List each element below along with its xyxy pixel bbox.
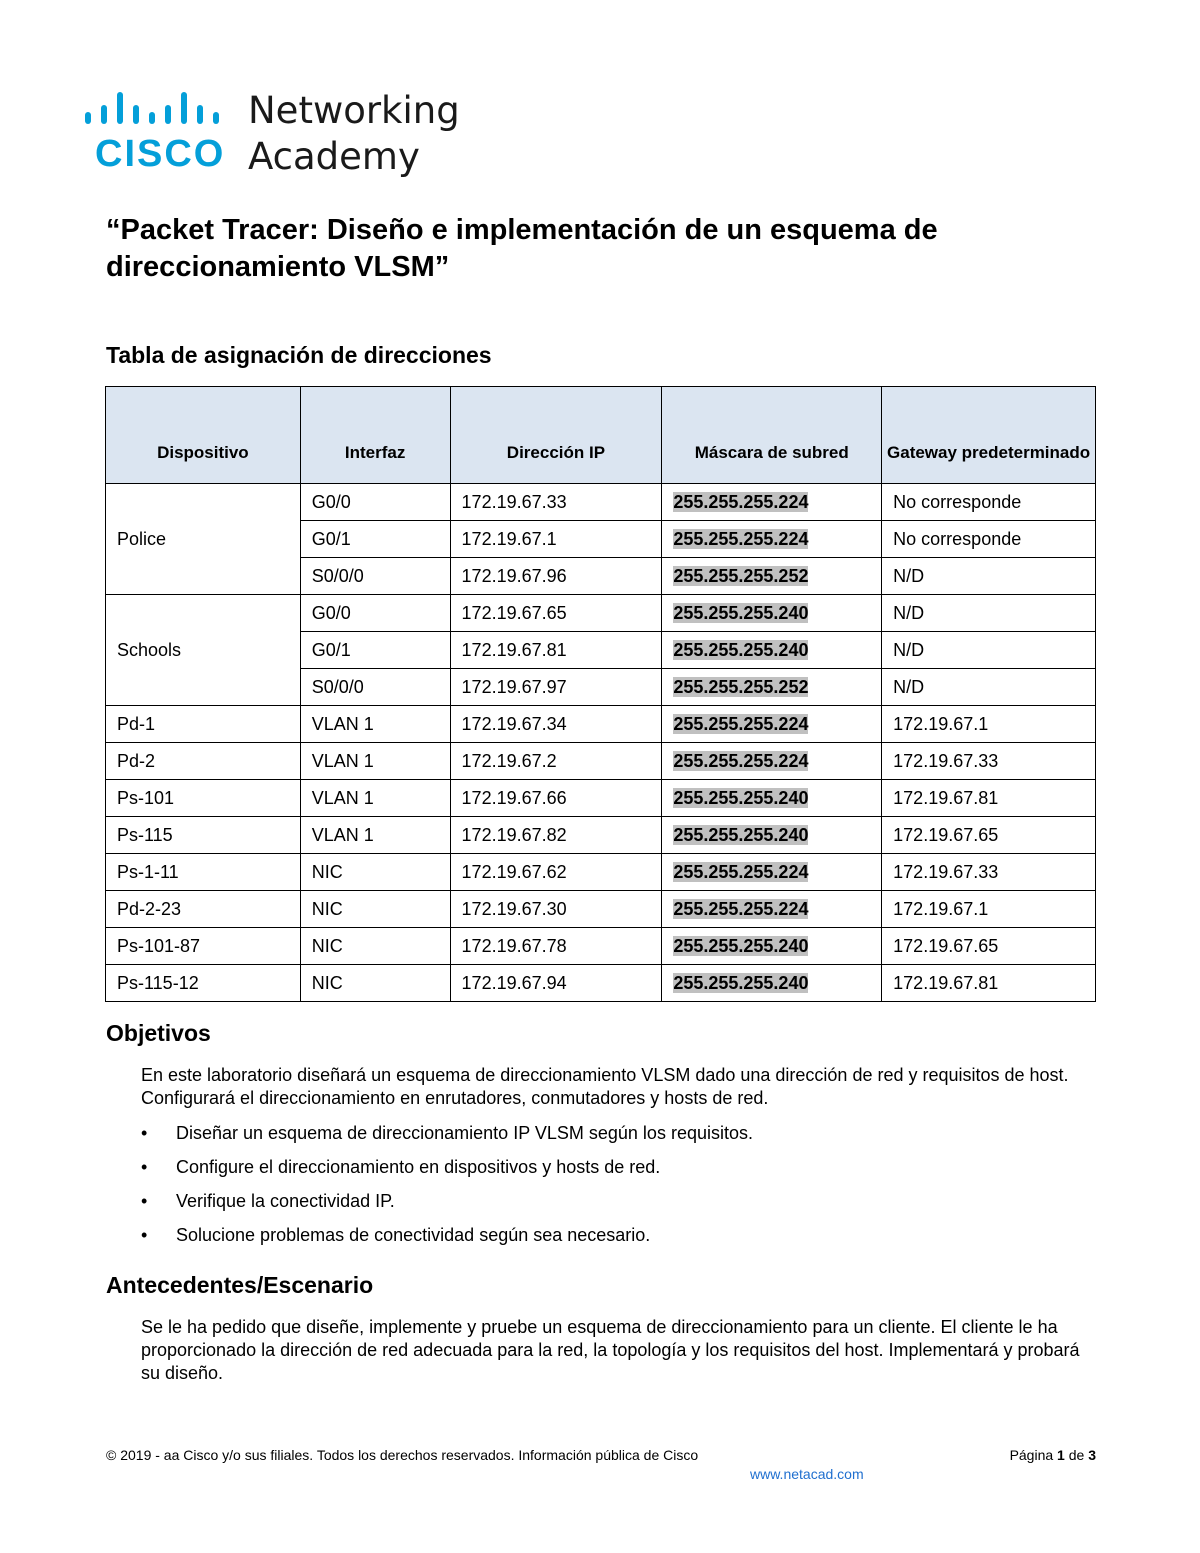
cell-mask [662, 484, 882, 521]
cisco-wordmark: CISCO [95, 133, 226, 175]
cell-ip: 172.19.67.66 [450, 780, 662, 817]
objectives-heading: Objetivos [106, 1020, 211, 1046]
cell-gateway: 172.19.67.1 [882, 706, 1096, 743]
cell-ip: 172.19.67.96 [450, 558, 662, 595]
cell-interface: S0/0/0 [300, 558, 450, 595]
cell-mask [662, 521, 882, 558]
cell-ip: 172.19.67.81 [450, 632, 662, 669]
table-row [106, 706, 1096, 743]
cell-gateway: 172.19.67.81 [882, 965, 1096, 1002]
mask-value-highlight: 255.255.255.240 [673, 639, 809, 660]
cell-gateway: N/D [882, 669, 1096, 706]
mask-value-highlight: 255.255.255.252 [673, 565, 809, 586]
cell-gateway: 172.19.67.65 [882, 928, 1096, 965]
cell-device: Ps-101 [106, 780, 301, 817]
mask-value-highlight: 255.255.255.240 [673, 787, 809, 808]
cell-mask [662, 965, 882, 1002]
table-row [106, 484, 1096, 521]
table-row [106, 780, 1096, 817]
mask-value-highlight: 255.255.255.240 [673, 972, 809, 993]
background-heading: Antecedentes/Escenario [106, 1272, 374, 1298]
objectives-intro: En este laboratorio diseñará un esquema de direccionamiento VLSM dado una dirección de red y requisitos de host. Configurará el direccionamiento en enrutadores, conmutadores y hosts de red. [141, 1065, 1069, 1108]
cell-gateway: 172.19.67.33 [882, 854, 1096, 891]
cell-interface: G0/0 [300, 484, 450, 521]
mask-value-highlight: 255.255.255.224 [673, 861, 809, 882]
cell-interface: NIC [300, 928, 450, 965]
cell-mask [662, 632, 882, 669]
cell-ip: 172.19.67.94 [450, 965, 662, 1002]
logo-text [248, 88, 460, 180]
cell-interface: S0/0/0 [300, 669, 450, 706]
cell-device: Ps-1-11 [106, 854, 301, 891]
page-footer [106, 1447, 1096, 1482]
cell-device: Pd-2 [106, 743, 301, 780]
cell-gateway: 172.19.67.33 [882, 743, 1096, 780]
cell-device: Schools [106, 595, 301, 706]
mask-value-highlight: 255.255.255.240 [673, 824, 809, 845]
cell-mask [662, 706, 882, 743]
cell-interface: NIC [300, 965, 450, 1002]
page-of: de [1068, 1447, 1085, 1463]
cell-interface: G0/1 [300, 632, 450, 669]
cell-device: Ps-115-12 [106, 965, 301, 1002]
cell-device: Ps-101-87 [106, 928, 301, 965]
cell-mask [662, 595, 882, 632]
page-total: 3 [1088, 1447, 1096, 1463]
cell-interface: VLAN 1 [300, 706, 450, 743]
cell-interface: VLAN 1 [300, 743, 450, 780]
header-mask: Máscara de subred [662, 387, 882, 484]
cell-interface: G0/0 [300, 595, 450, 632]
cell-interface: G0/1 [300, 521, 450, 558]
mask-value-highlight: 255.255.255.224 [673, 898, 809, 919]
cell-gateway: N/D [882, 632, 1096, 669]
cell-ip: 172.19.67.2 [450, 743, 662, 780]
cell-mask [662, 669, 882, 706]
table-row [106, 595, 1096, 632]
list-item: • Diseñar un esquema de direccionamiento IP VLSM según los requisitos. [141, 1122, 753, 1156]
cell-gateway: No corresponde [882, 484, 1096, 521]
mask-value-highlight: 255.255.255.224 [673, 750, 809, 771]
cell-ip: 172.19.67.30 [450, 891, 662, 928]
cell-gateway: 172.19.67.81 [882, 780, 1096, 817]
cell-interface: NIC [300, 854, 450, 891]
header-ip: Dirección IP [450, 387, 662, 484]
footer-copyright: © 2019 - aa Cisco y/o sus filiales. Todos los derechos reservados. Información pública de Cisco [106, 1447, 699, 1463]
background-text: Se le ha pedido que diseñe, implemente y pruebe un esquema de direccionamiento para un cliente. El cliente le ha proporcionado la dirección de red adecuada para la red, la topología y los requisitos del host. Implementará y probará su diseño. [141, 1317, 1080, 1383]
cell-ip: 172.19.67.65 [450, 595, 662, 632]
cell-gateway: No corresponde [882, 521, 1096, 558]
table-row [106, 891, 1096, 928]
logo-line-academy: Academy [248, 135, 420, 178]
table-row [106, 854, 1096, 891]
cell-device: Pd-2-23 [106, 891, 301, 928]
table-row [106, 965, 1096, 1002]
list-item: • Configure el direccionamiento en dispositivos y hosts de red. [141, 1156, 753, 1190]
objectives-list [141, 1122, 753, 1258]
list-item: • Verifique la conectividad IP. [141, 1190, 753, 1224]
cell-interface: VLAN 1 [300, 780, 450, 817]
cell-ip: 172.19.67.82 [450, 817, 662, 854]
header-interface: Interfaz [300, 387, 450, 484]
mask-value-highlight: 255.255.255.240 [673, 602, 809, 623]
mask-value-highlight: 255.255.255.240 [673, 935, 809, 956]
table-header-row [106, 387, 1096, 484]
cell-gateway: N/D [882, 558, 1096, 595]
cell-gateway: 172.19.67.1 [882, 891, 1096, 928]
cell-gateway: N/D [882, 595, 1096, 632]
cell-ip: 172.19.67.97 [450, 669, 662, 706]
cell-device: Police [106, 484, 301, 595]
mask-value-highlight: 255.255.255.224 [673, 491, 809, 512]
mask-value-highlight: 255.255.255.224 [673, 528, 809, 549]
table-row [106, 817, 1096, 854]
cell-ip: 172.19.67.1 [450, 521, 662, 558]
cell-mask [662, 743, 882, 780]
cell-mask [662, 854, 882, 891]
list-item: • Solucione problemas de conectividad según sea necesario. [141, 1224, 753, 1258]
cell-ip: 172.19.67.62 [450, 854, 662, 891]
document-title: “Packet Tracer: Diseño e implementación de un esquema de direccionamiento VLSM” [106, 214, 938, 283]
header-device: Dispositivo [106, 387, 301, 484]
cell-ip: 172.19.67.33 [450, 484, 662, 521]
cell-mask [662, 558, 882, 595]
cell-ip: 172.19.67.34 [450, 706, 662, 743]
cell-ip: 172.19.67.78 [450, 928, 662, 965]
cell-interface: NIC [300, 891, 450, 928]
cell-mask [662, 780, 882, 817]
cell-mask [662, 817, 882, 854]
table-heading: Tabla de asignación de direcciones [106, 342, 492, 368]
mask-value-highlight: 255.255.255.252 [673, 676, 809, 697]
cell-device: Pd-1 [106, 706, 301, 743]
cell-device: Ps-115 [106, 817, 301, 854]
mask-value-highlight: 255.255.255.224 [673, 713, 809, 734]
addressing-table [105, 386, 1096, 1002]
header-gateway: Gateway predeterminado [882, 387, 1096, 484]
cell-gateway: 172.19.67.65 [882, 817, 1096, 854]
cell-mask [662, 891, 882, 928]
netacad-link[interactable]: www.netacad.com [750, 1466, 864, 1482]
cisco-bridge-icon [85, 88, 235, 180]
page-current: 1 [1057, 1447, 1065, 1463]
cell-interface: VLAN 1 [300, 817, 450, 854]
page-label: Página [1009, 1447, 1054, 1463]
page-number [1010, 1447, 1096, 1463]
cisco-networking-academy-logo [85, 88, 485, 180]
table-row [106, 743, 1096, 780]
cell-mask [662, 928, 882, 965]
table-row [106, 928, 1096, 965]
logo-line-networking: Networking [248, 89, 460, 132]
